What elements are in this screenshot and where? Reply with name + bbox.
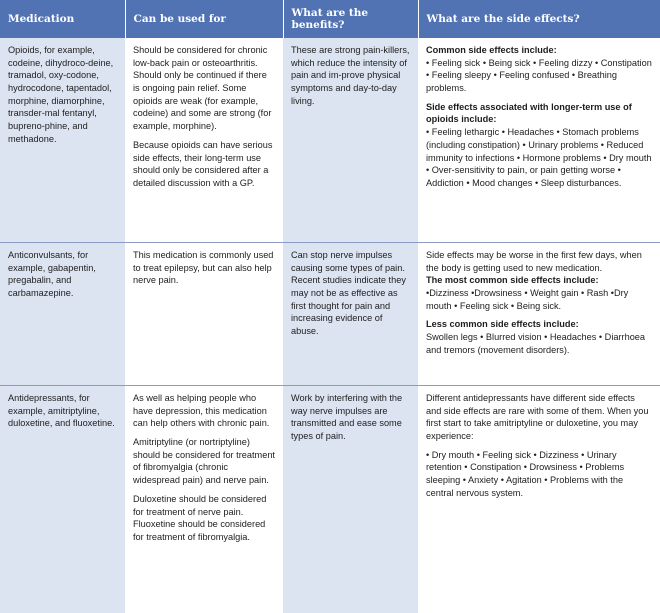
benefits-text: Can stop nerve impulses causing some types of pain. Recent studies indicate they may not be as effective as first thought for pain and increasing evidence of abuse. xyxy=(291,249,410,338)
uses-cell xyxy=(125,243,283,386)
medication-text: Anticonvulsants, for example, gabapentin, pregabalin, and carbamazepine. xyxy=(8,249,117,300)
uses-cell xyxy=(125,38,283,243)
side-effects-intro: Different antidepressants have different side effects and side effects are rare with some of them. When you first start to take amitriptyline or duloxetine, you may experience: xyxy=(426,392,652,443)
header-medication: Medication xyxy=(0,0,125,38)
side-effects-list: • Feeling sick • Being sick • Feeling dizzy • Constipation • Feeling sleepy • Feeling confused • Breathing problems. xyxy=(426,57,652,95)
uses-text: Duloxetine should be considered for treatment of nerve pain. Fluoxetine should be considered for treatment of fibromyalgia. xyxy=(133,493,275,544)
uses-text: As well as helping people who have depression, this medication can help others with chronic pain. xyxy=(133,392,275,430)
side-effects-list: Swollen legs • Blurred vision • Headaches • Diarrhoea and tremors (movement disorders). xyxy=(426,331,652,356)
side-effects-intro: Side effects may be worse in the first few days, when the body is getting used to new medication. xyxy=(426,249,652,274)
benefits-text: These are strong pain-killers, which reduce the intensity of pain and im-prove physical symptoms and day-to-day living. xyxy=(291,44,410,107)
side-effects-heading: Less common side effects include: xyxy=(426,318,652,331)
header-side-effects: What are the side effects? xyxy=(418,0,660,38)
medication-text: Antidepressants, for example, amitriptyline, duloxetine, and fluoxetine. xyxy=(8,392,117,430)
side-effects-list: • Dry mouth • Feeling sick • Dizziness • Urinary retention • Constipation • Drowsiness • Problems sleeping • Anxiety • Agitation • Problems with the central nervous system. xyxy=(426,449,652,500)
uses-cell xyxy=(125,386,283,613)
uses-text: This medication is commonly used to treat epilepsy, but can also help nerve pain. xyxy=(133,249,275,287)
table-row-opioids xyxy=(0,38,660,243)
benefits-cell xyxy=(283,38,418,243)
medication-cell xyxy=(0,243,125,386)
medication-text: Opioids, for example, codeine, dihydroco-deine, tramadol, oxy-codone, hydrocodone, tapentadol, morphine, diamorphine, transder-mal fentanyl, bupreno-phine, and methadone. xyxy=(8,44,117,146)
uses-text: Because opioids can have serious side effects, their long-term use should only be considered after a detailed discussion with a GP. xyxy=(133,139,275,190)
table-row-antidepressants xyxy=(0,386,660,613)
benefits-text: Work by interfering with the way nerve impulses are transmitted and ease some types of pain. xyxy=(291,392,410,443)
side-effects-heading: Common side effects include: xyxy=(426,44,652,57)
uses-text: Amitriptyline (or nortriptyline) should be considered for treatment of fibromyalgia (chronic widespread pain) and nerve pain. xyxy=(133,436,275,487)
header-benefits: What are the benefits? xyxy=(283,0,418,38)
side-effects-list: • Feeling lethargic • Headaches • Stomach problems (including constipation) • Urinary problems • Reduced immunity to infections • Hormone problems • Dry mouth • Over-sensitivity to pain, or pain getting worse • Addiction • Mood changes • Sleep disturbances. xyxy=(426,126,652,189)
side-effects-cell xyxy=(418,386,660,613)
header-row xyxy=(0,0,660,38)
medication-cell xyxy=(0,386,125,613)
header-uses: Can be used for xyxy=(125,0,283,38)
side-effects-heading: Side effects associated with longer-term use of opioids include: xyxy=(426,101,652,126)
side-effects-cell xyxy=(418,243,660,386)
benefits-cell xyxy=(283,243,418,386)
side-effects-cell xyxy=(418,38,660,243)
side-effects-heading: The most common side effects include: xyxy=(426,274,652,287)
medication-cell xyxy=(0,38,125,243)
table-row-anticonvulsants xyxy=(0,243,660,386)
uses-text: Should be considered for chronic low-back pain or osteoarthritis. Should only be continued if there is ongoing pain relief. Some opioids are weak (for example, codeine) and some are strong (for example, morphine). xyxy=(133,44,275,133)
side-effects-list: •Dizziness •Drowsiness • Weight gain • Rash •Dry mouth • Feeling sick • Being sick. xyxy=(426,287,652,312)
benefits-cell xyxy=(283,386,418,613)
